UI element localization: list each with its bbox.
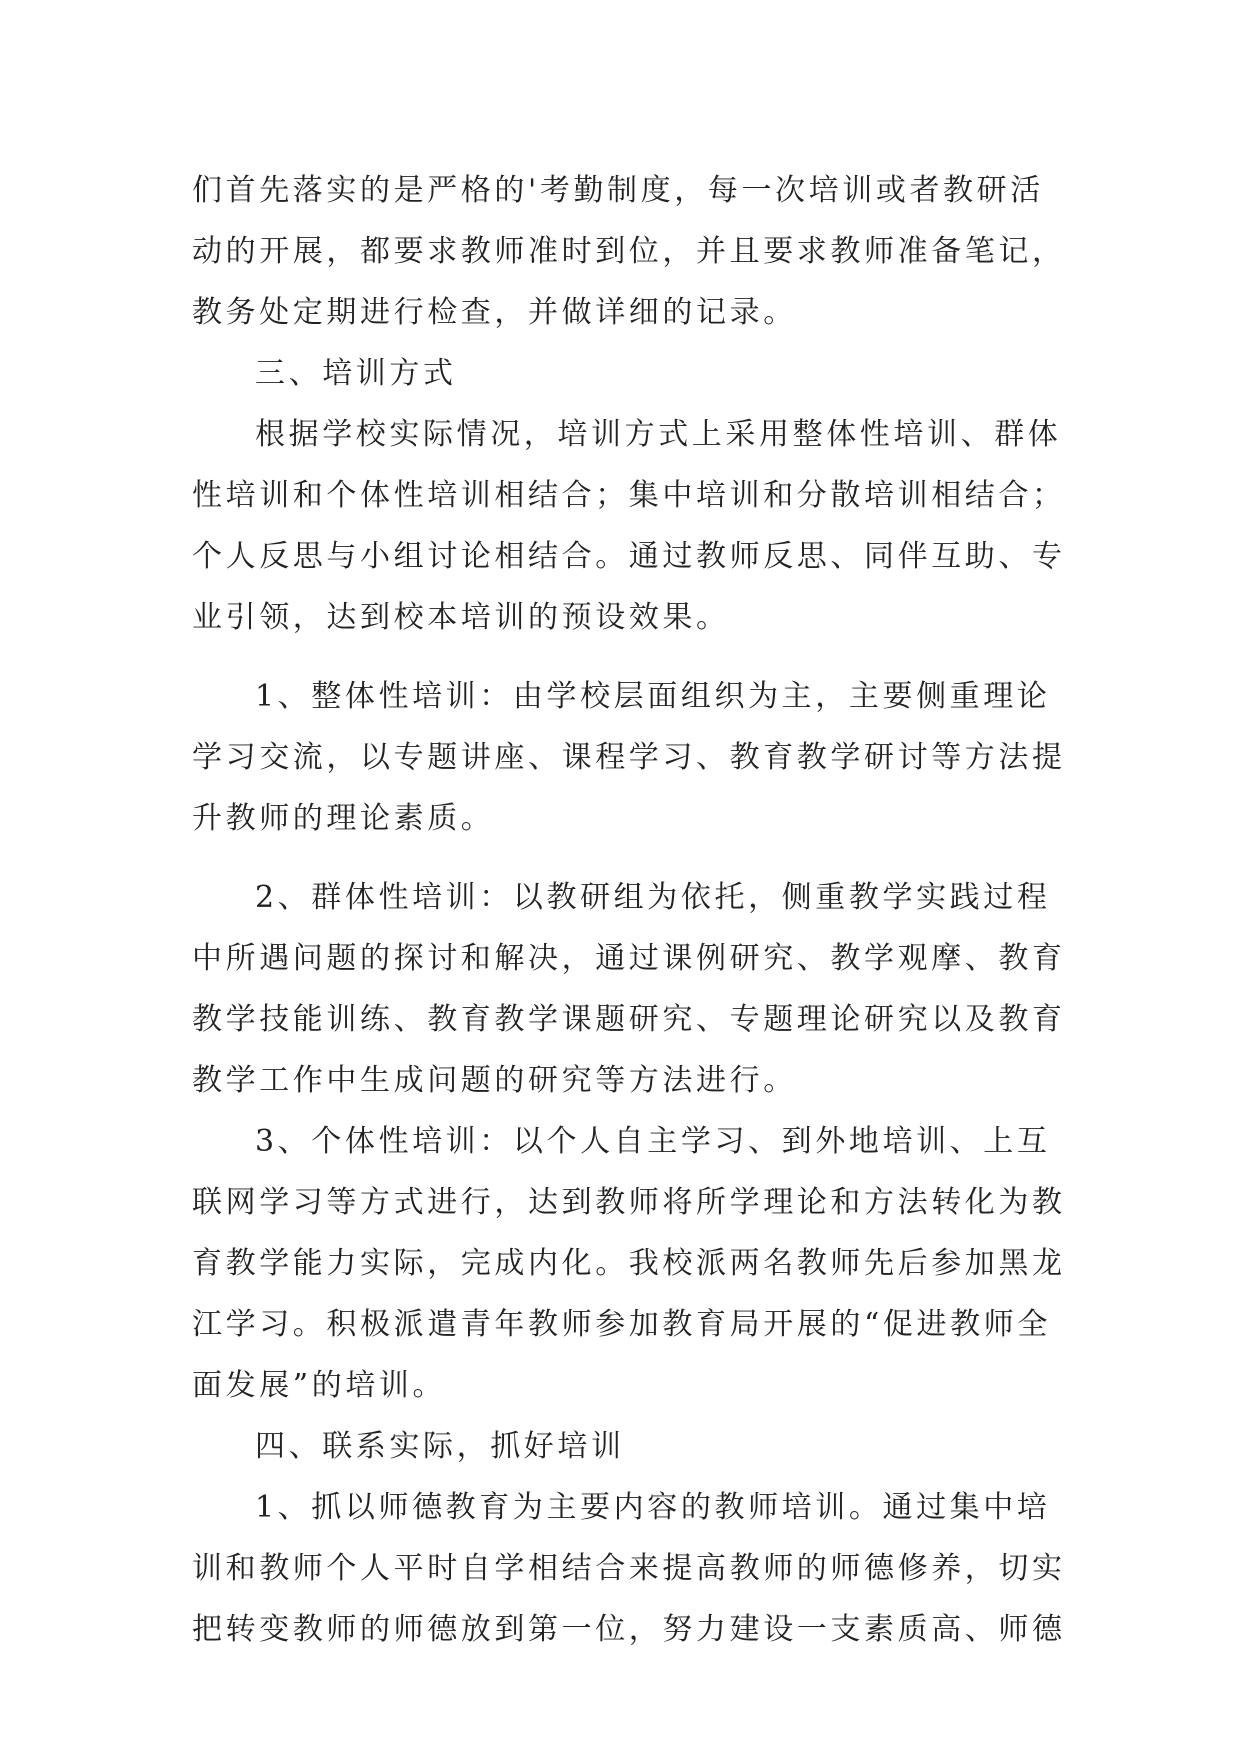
text-line: 动的开展，都要求教师准时到位，并且要求教师准备笔记， bbox=[192, 234, 1066, 269]
list-item-start: 1、抓以师德教育为主要内容的教师培训。通过集中培 bbox=[255, 1490, 1051, 1525]
text-line: 教学工作中生成问题的研究等方法进行。 bbox=[192, 1063, 797, 1098]
text-line: 联网学习等方式进行，达到教师将所学理论和方法转化为教 bbox=[192, 1185, 1066, 1220]
section-heading: 四、联系实际，抓好培训 bbox=[255, 1429, 625, 1464]
text-line: 面发展”的培训。 bbox=[192, 1368, 447, 1403]
text-line: 教学技能训练、教育教学课题研究、专题理论研究以及教育 bbox=[192, 1002, 1066, 1037]
text-line: 们首先落实的是严格的'考勤制度，每一次培训或者教研活 bbox=[192, 173, 1044, 208]
text-line: 育教学能力实际，完成内化。我校派两名教师先后参加黑龙 bbox=[192, 1246, 1066, 1281]
text-line: 江学习。积极派遣青年教师参加教育局开展的“促进教师全 bbox=[192, 1307, 1051, 1342]
section-heading: 三、培训方式 bbox=[255, 356, 457, 391]
text-line: 业引领，达到校本培训的预设效果。 bbox=[192, 600, 730, 635]
text-line: 升教师的理论素质。 bbox=[192, 801, 495, 836]
text-line: 把转变教师的师德放到第一位，努力建设一支素质高、师德 bbox=[192, 1612, 1066, 1647]
list-item-start: 3、个体性培训：以个人自主学习、到外地培训、上互 bbox=[255, 1124, 1051, 1159]
list-item-start: 1、整体性培训：由学校层面组织为主，主要侧重理论 bbox=[255, 679, 1051, 714]
text-line: 个人反思与小组讨论相结合。通过教师反思、同伴互助、专 bbox=[192, 539, 1066, 574]
text-line: 训和教师个人平时自学相结合来提高教师的师德修养，切实 bbox=[192, 1551, 1066, 1586]
text-line: 性培训和个体性培训相结合；集中培训和分散培训相结合； bbox=[192, 478, 1066, 513]
paragraph-start: 根据学校实际情况，培训方式上采用整体性培训、群体 bbox=[255, 417, 1062, 452]
text-line: 中所遇问题的探讨和解决，通过课例研究、教学观摩、教育 bbox=[192, 941, 1066, 976]
text-line: 学习交流，以专题讲座、课程学习、教育教学研讨等方法提 bbox=[192, 740, 1066, 775]
document-body bbox=[192, 160, 1066, 1660]
text-line: 教务处定期进行检查，并做详细的记录。 bbox=[192, 295, 797, 330]
list-item-start: 2、群体性培训：以教研组为依托，侧重教学实践过程 bbox=[255, 880, 1051, 915]
